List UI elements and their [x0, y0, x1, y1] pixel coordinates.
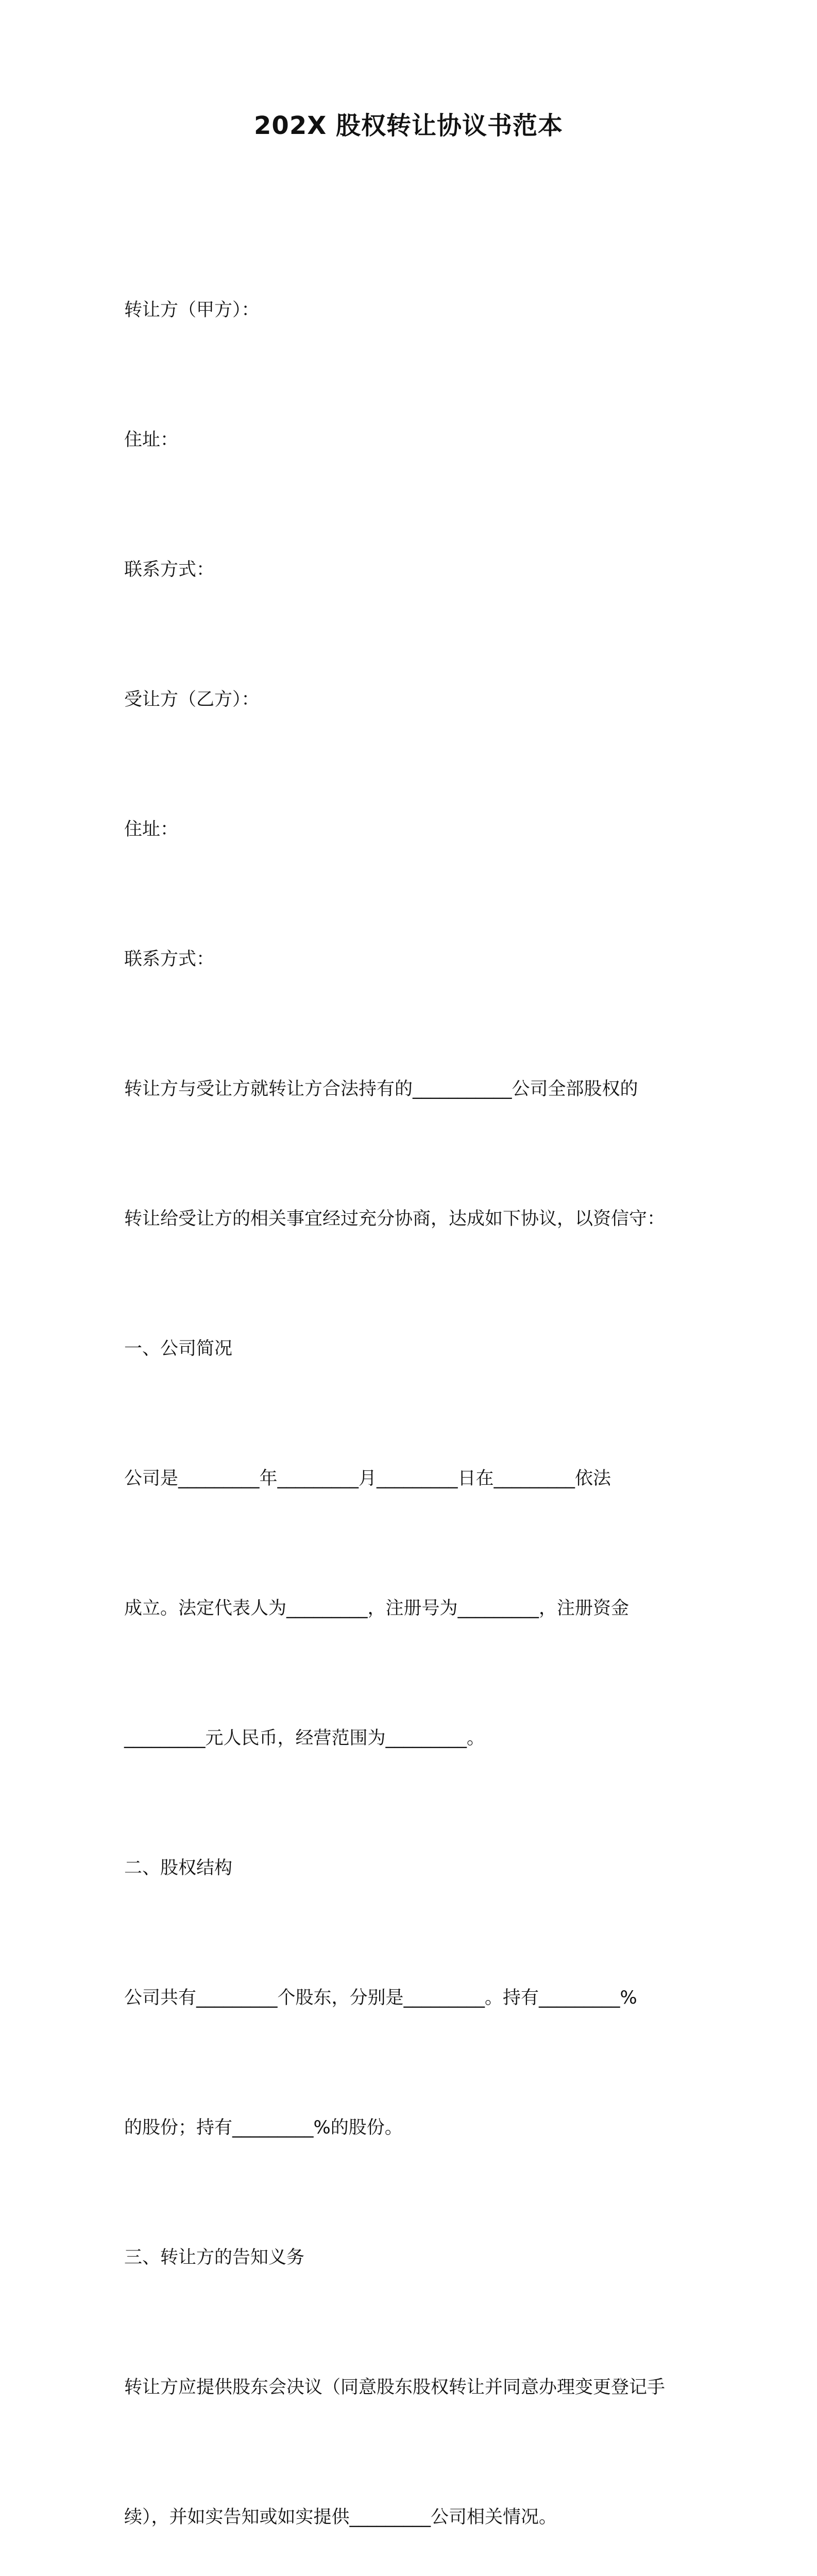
- party-a-address-label: 住址：: [124, 430, 179, 450]
- section-1-heading: 一、公司简况: [124, 1338, 233, 1359]
- section-1-line-1: 公司是_________年_________月_________日在_________依法: [124, 1468, 611, 1489]
- document-body: [124, 202, 701, 2576]
- section-3-line-2: 续），并如实告知或如实提供_________公司相关情况。: [124, 2507, 557, 2528]
- intro-paragraph-line-2: 转让给受让方的相关事宜经过充分协商，达成如下协议，以资信守：: [124, 1209, 666, 1229]
- party-b-contact-label: 联系方式：: [124, 949, 215, 970]
- section-1-line-3: _________元人民币，经营范围为_________。: [124, 1728, 485, 1749]
- intro-paragraph-line-1: 转让方与受让方就转让方合法持有的___________公司全部股权的: [124, 1079, 638, 1099]
- section-2-heading: 二、股权结构: [124, 1858, 233, 1878]
- party-a-label: 转让方（甲方）：: [124, 300, 260, 320]
- section-1-line-2: 成立。法定代表人为_________，注册号为_________，注册资金: [124, 1598, 629, 1619]
- section-2-line-2: 的股份；持有_________%的股份。: [124, 2117, 403, 2138]
- party-b-address-label: 住址：: [124, 819, 179, 840]
- section-3-heading: 三、转让方的告知义务: [124, 2247, 305, 2268]
- party-a-contact-label: 联系方式：: [124, 560, 215, 580]
- section-2-line-1: 公司共有_________个股东，分别是_________。持有_________%: [124, 1988, 637, 2008]
- section-3-line-1: 转让方应提供股东会决议（同意股东股权转让并同意办理变更登记手: [124, 2377, 666, 2398]
- party-b-label: 受让方（乙方）：: [124, 689, 260, 710]
- document-title: 202X 股权转让协议书范本: [254, 111, 563, 140]
